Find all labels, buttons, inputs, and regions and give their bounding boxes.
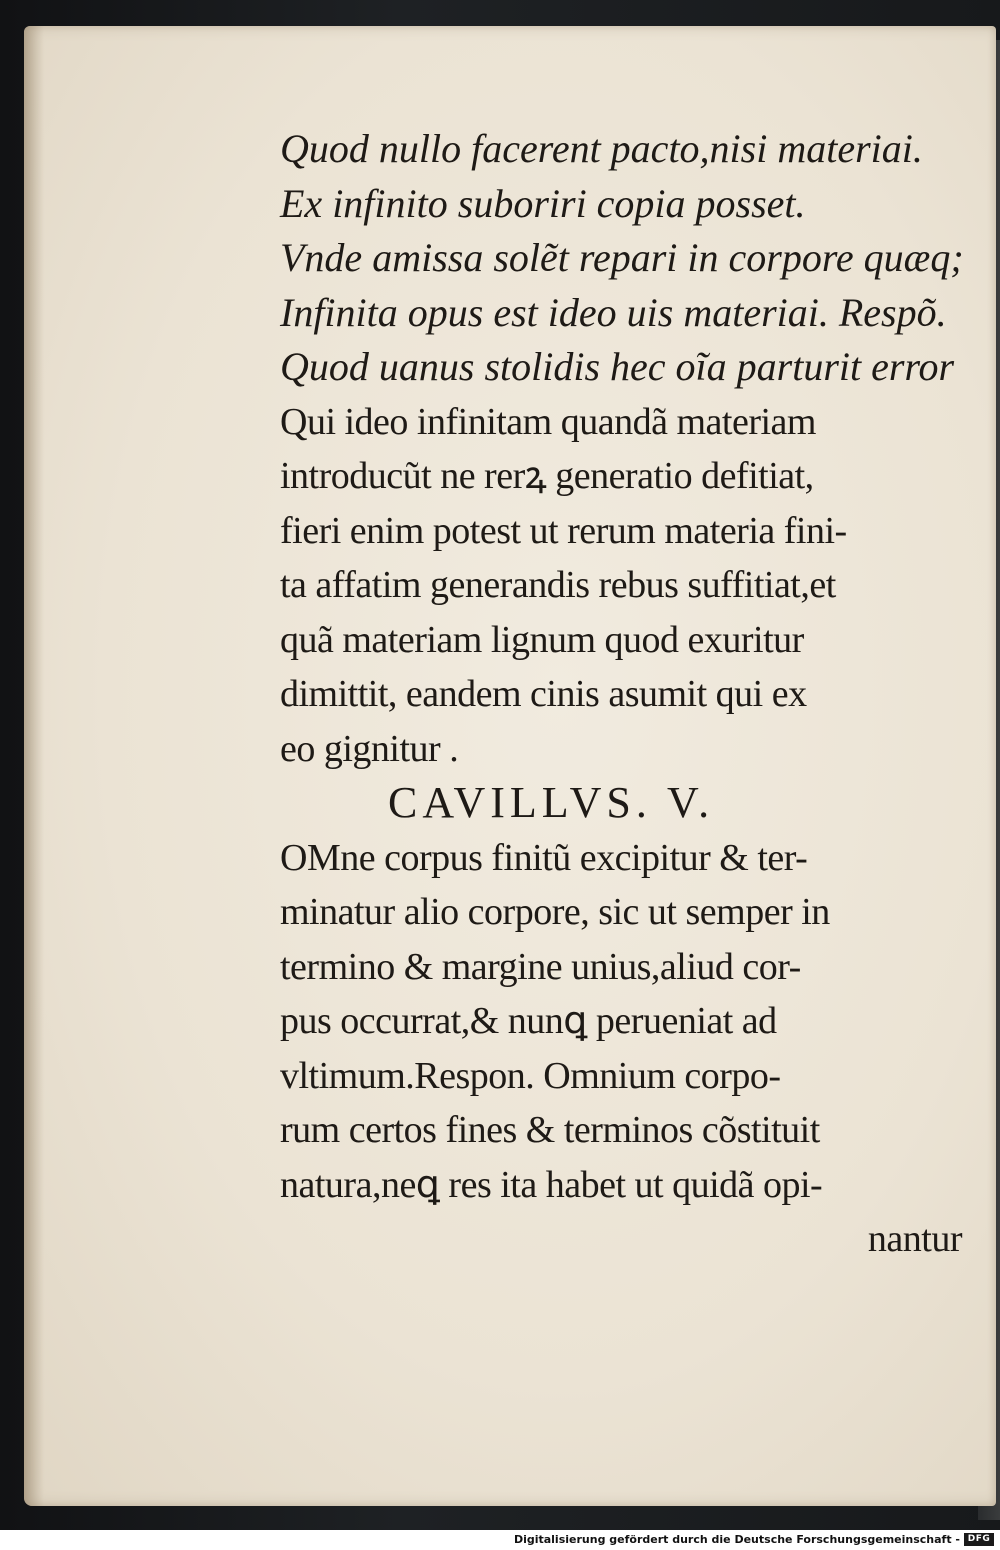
text-line: termino & margine unius,aliud cor- (280, 945, 801, 988)
text-line: Quod nullo facerent pacto,nisi materiai. (280, 126, 923, 171)
text-line: fieri enim potest ut rerum materia fini- (280, 509, 847, 552)
funding-credit: Digitalisierung gefördert durch die Deutsche Forschungsgemeinschaft - (513, 1533, 960, 1546)
text-line: Infinita opus est ideo uis materiai. Respõ. (280, 289, 947, 335)
text-line: eo gignitur . (280, 727, 459, 770)
text-line: pus occurrat,& nunꝗ perueniat ad (280, 1000, 777, 1042)
text-line: introducũt ne rerꝝ generatio defitiat, (280, 455, 814, 497)
text-line: minatur alio corpore, sic ut semper in (280, 891, 830, 933)
page-text-block (280, 122, 970, 1267)
text-line: Quod uanus stolidis hec oĩa parturit error (280, 344, 955, 389)
section-heading: CAVILLVS. V. (388, 778, 715, 827)
text-line: vltimum.Respon. Omnium corpo- (280, 1054, 781, 1097)
text-line: ta affatim generandis rebus suffitiat,et (280, 564, 836, 606)
text-line: quã materiam lignum quod exuritur (280, 618, 804, 661)
catchword: nantur (867, 1218, 962, 1260)
text-line: Qui ideo infinitam quandã materiam (280, 400, 816, 443)
dfg-logo: DFG (964, 1533, 994, 1546)
text-line: Ex infinito suboriri copia posset. (280, 180, 806, 226)
text-line: OMne corpus finitũ excipitur & ter- (280, 836, 808, 879)
digitization-footer (0, 1530, 1000, 1550)
text-line: dimittit, eandem cinis asumit qui ex (280, 673, 807, 715)
text-line: Vnde amissa solẽt repari in corpore quæq; (280, 235, 964, 280)
page-gutter-shadow (24, 26, 44, 1506)
text-line: natura,neꝗ res ita habet ut quidã opi- (280, 1163, 823, 1206)
text-line: rum certos fines & terminos cõstituit (280, 1109, 820, 1151)
